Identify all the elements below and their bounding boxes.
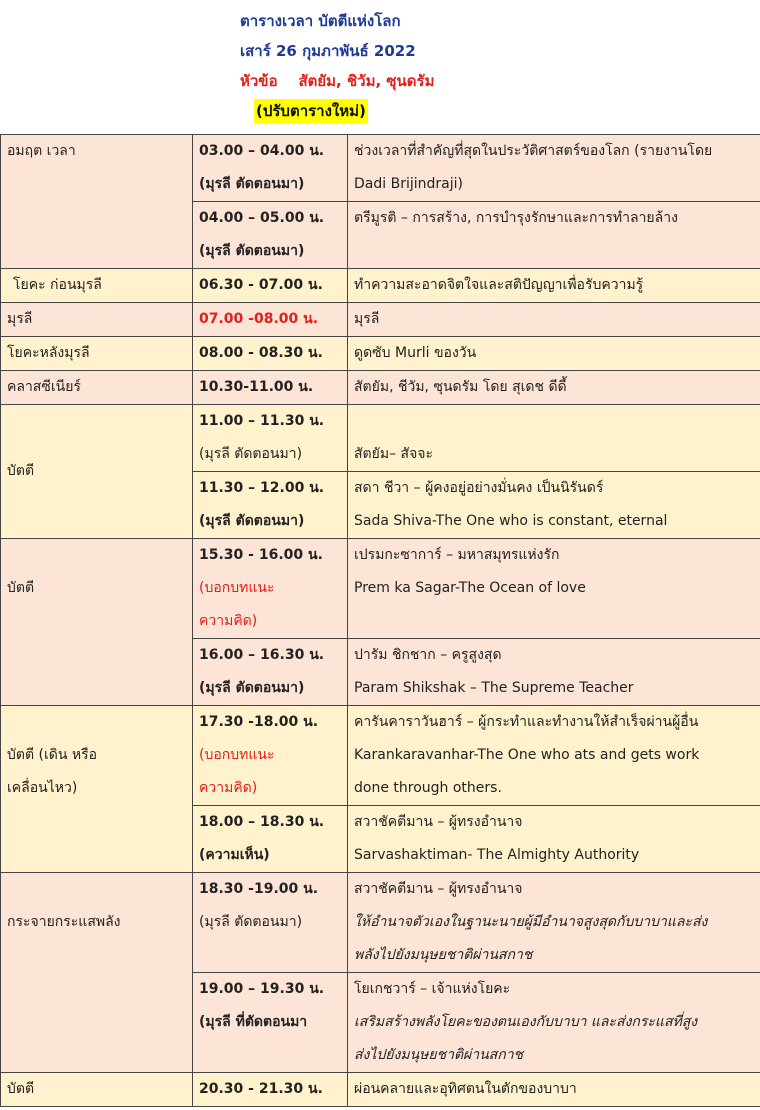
time-cell: 16.00 – 16.30 น. (มุรลี ตัดตอนมา) — [193, 639, 348, 706]
table-row — [1, 269, 760, 303]
desc-cell: มุรลี — [348, 303, 760, 337]
desc-cell: ตรีมูรติ – การสร้าง, การบำรุงรักษาและการทำลายล้าง — [348, 202, 760, 269]
table-row — [1, 337, 760, 371]
desc-cell: ช่วงเวลาที่สำคัญที่สุดในประวัติศาสตร์ของโลก (รายงานโดย Dadi Brijindraji) — [348, 135, 760, 202]
desc-cell: สวาชัคตีมาน – ผู้ทรงอำนาจ ให้อำนาจตัวเองในฐานะนายผู้มีอำนาจสูงสุดกับบาบาและส่ง พลังไปยังมนุษยชาติผ่านสกาช — [348, 873, 760, 973]
time-cell: 19.00 – 19.30 น. (มุรลี ที่ตัดตอนมา — [193, 973, 348, 1073]
desc-cell: เปรมกะซาการ์ – มหาสมุทรแห่งรัก Prem ka Sagar-The Ocean of love — [348, 539, 760, 639]
table-row — [1, 706, 760, 806]
desc-cell: สวาชัคตีมาน – ผู้ทรงอำนาจ Sarvashaktiman- The Almighty Authority — [348, 806, 760, 873]
category-cell: บัตตี — [1, 1073, 193, 1107]
time-cell: 10.30-11.00 น. — [193, 371, 348, 405]
header-note: (ปรับตารางใหม่) — [254, 99, 368, 123]
category-cell: มุรลี — [1, 303, 193, 337]
time-cell: 04.00 – 05.00 น. (มุรลี ตัดตอนมา) — [193, 202, 348, 269]
table-row — [1, 135, 760, 202]
desc-cell: ดูดซับ Murli ของวัน — [348, 337, 760, 371]
time-cell: 15.30 - 16.00 น. (บอกบทแนะ ความคิด) — [193, 539, 348, 639]
desc-cell: สดา ชีวา – ผู้คงอยู่อย่างมั่นคง เป็นนิรันดร์ Sada Shiva-The One who is constant, eternal — [348, 472, 760, 539]
time-cell: 06.30 - 07.00 น. — [193, 269, 348, 303]
table-row — [1, 873, 760, 973]
desc-cell: ทำความสะอาดจิตใจและสติปัญญาเพื่อรับความรู้ — [348, 269, 760, 303]
schedule-table — [0, 134, 760, 1107]
time-cell: 18.30 -19.00 น. (มุรลี ตัดตอนมา) — [193, 873, 348, 973]
table-row — [1, 405, 760, 472]
time-cell: 11.00 – 11.30 น. (มุรลี ตัดตอนมา) — [193, 405, 348, 472]
header-title: ตารางเวลา บัตตีแห่งโลก — [240, 12, 401, 30]
table-row — [1, 1073, 760, 1107]
document-header — [240, 6, 435, 126]
desc-cell: สัตยัม– สัจจะ — [348, 405, 760, 472]
category-cell: บัตตี (เดิน หรือ เคลื่อนไหว) — [1, 706, 193, 873]
header-date: เสาร์ 26 กุมภาพันธ์ 2022 — [240, 42, 416, 60]
category-cell: บัตตี — [1, 539, 193, 706]
topic-label: หัวข้อ — [240, 72, 278, 90]
time-cell: 03.00 – 04.00 น. (มุรลี ตัดตอนมา) — [193, 135, 348, 202]
time-cell: 17.30 -18.00 น. (บอกบทแนะ ความคิด) — [193, 706, 348, 806]
desc-cell: โยเกชวาร์ – เจ้าแห่งโยคะ เสริมสร้างพลังโยคะของตนเองกับบาบา และส่งกระแสที่สูง ส่งไปยังมนุษยชาติผ่านสกาช — [348, 973, 760, 1073]
desc-cell: ผ่อนคลายและอุทิศตนในตักของบาบา — [348, 1073, 760, 1107]
header-topic — [240, 66, 435, 96]
category-cell: โยคะ ก่อนมุรลี — [1, 269, 193, 303]
category-cell: อมฤต เวลา — [1, 135, 193, 269]
time-cell: 08.00 - 08.30 น. — [193, 337, 348, 371]
table-row — [1, 371, 760, 405]
desc-cell: สัตยัม, ชีวัม, ซุนดรัม โดย สุเดช ดีดี้ — [348, 371, 760, 405]
category-cell: บัตตี — [1, 405, 193, 539]
category-cell: คลาสซีเนียร์ — [1, 371, 193, 405]
category-cell: โยคะหลังมุรลี — [1, 337, 193, 371]
table-row — [1, 539, 760, 639]
table-row — [1, 303, 760, 337]
desc-cell: ปารัม ชิกชาก – ครูสูงสุด Param Shikshak – The Supreme Teacher — [348, 639, 760, 706]
desc-cell: คารันคาราวันฮาร์ – ผู้กระทำและทำงานให้สำเร็จผ่านผู้อื่น Karankaravanhar-The One who ats and gets work done through others. — [348, 706, 760, 806]
category-cell: กระจายกระแสพลัง — [1, 873, 193, 1073]
time-cell: 20.30 - 21.30 น. — [193, 1073, 348, 1107]
time-cell: 18.00 – 18.30 น. (ความเห็น) — [193, 806, 348, 873]
topic-value: สัตยัม, ชิวัม, ซุนดรัม — [298, 72, 435, 90]
time-cell: 11.30 – 12.00 น. (มุรลี ตัดตอนมา) — [193, 472, 348, 539]
time-cell: 07.00 -08.00 น. — [193, 303, 348, 337]
